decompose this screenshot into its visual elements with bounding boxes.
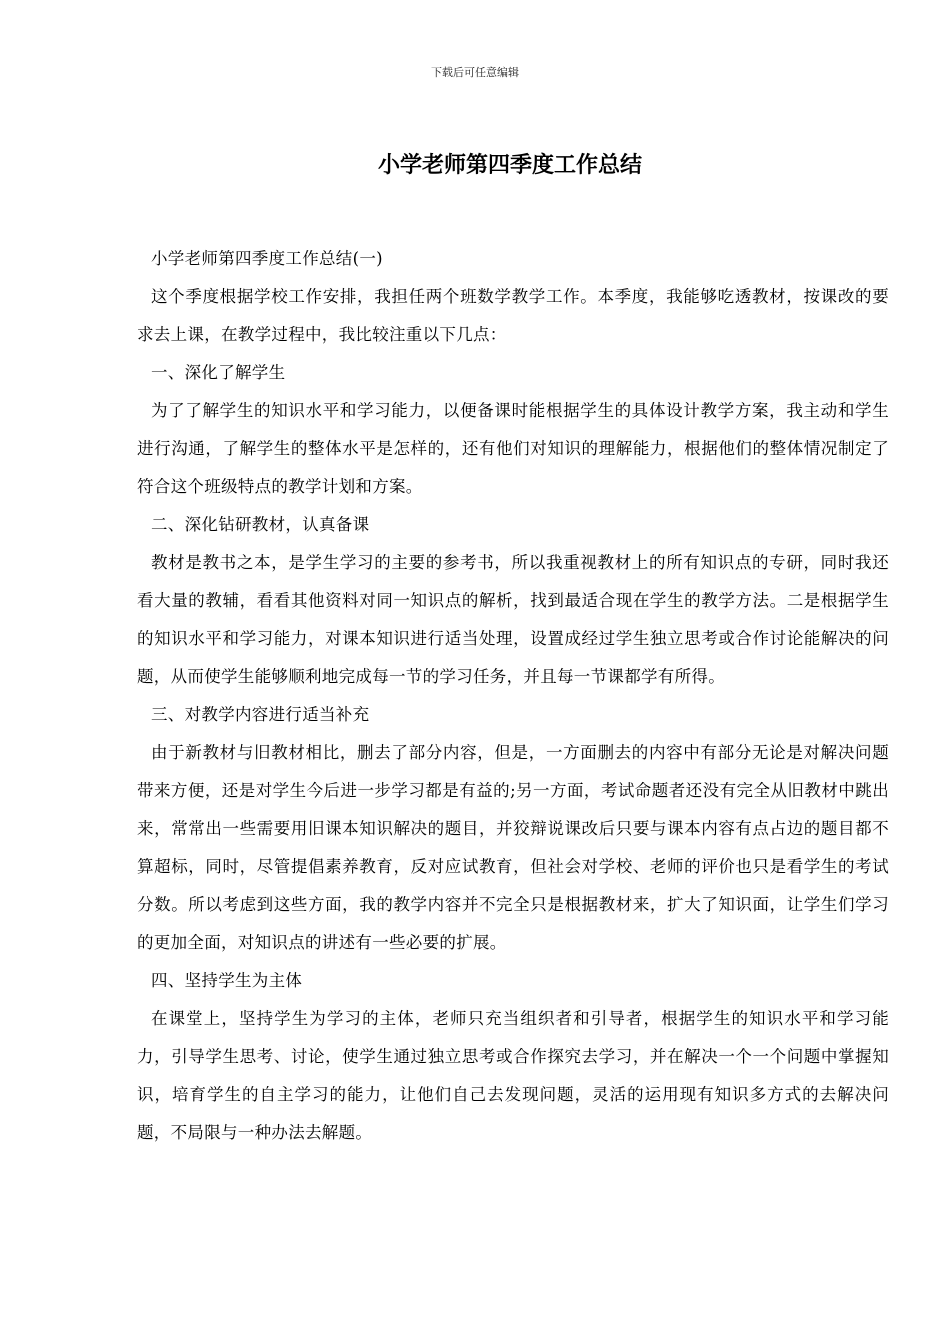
section-heading-1: 一、深化了解学生 <box>151 363 286 382</box>
section-heading-3: 三、对教学内容进行适当补充 <box>151 705 370 724</box>
section-paragraph-4: 在课堂上，坚持学生为学习的主体，老师只充当组织者和引导者，根据学生的知识水平和学习能力，引导学生思考、讨论，使学生通过独立思考或合作探究去学习，并在解决一个一个问题中掌握知识，培育学生的自主学习的能力，让他们自己去发现问题，灵活的运用现有知识多方式的去解决问题，不局限与一种办法去解题。 <box>137 1009 889 1142</box>
section-heading-2: 二、深化钻研教材，认真备课 <box>151 515 370 534</box>
section-subtitle: 小学老师第四季度工作总结(一) <box>151 249 383 268</box>
document-title: 小学老师第四季度工作总结 <box>377 152 642 178</box>
section-heading-4: 四、坚持学生为主体 <box>151 971 303 990</box>
header-note: 下载后可任意编辑 <box>431 66 519 79</box>
section-paragraph-2: 教材是教书之本，是学生学习的主要的参考书，所以我重视教材上的所有知识点的专研，同时我还看大量的教辅，看看其他资料对同一知识点的解析，找到最适合现在学生的教学方法。二是根据学生的知识水平和学习能力，对课本知识进行适当处理，设置成经过学生独立思考或合作讨论能解决的问题，从而使学生能够顺利地完成每一节的学习任务，并且每一节课都学有所得。 <box>137 553 889 686</box>
section-paragraph-3: 由于新教材与旧教材相比，删去了部分内容，但是，一方面删去的内容中有部分无论是对解决问题带来方便，还是对学生今后进一步学习都是有益的;另一方面，考试命题者还没有完全从旧教材中跳出来，常常出一些需要用旧课本知识解决的题目，并狡辩说课改后只要与课本内容有点占边的题目都不算超标，同时，尽管提倡素养教育，反对应试教育，但社会对学校、老师的评价也只是看学生的考试分数。所以考虑到这些方面，我的教学内容并不完全只是根据教材来，扩大了知识面，让学生们学习的更加全面，对知识点的讲述有一些必要的扩展。 <box>137 743 889 952</box>
intro-paragraph: 这个季度根据学校工作安排，我担任两个班数学教学工作。本季度，我能够吃透教材，按课改的要求去上课，在教学过程中，我比较注重以下几点： <box>137 287 889 344</box>
document-body <box>137 240 889 1152</box>
section-paragraph-1: 为了了解学生的知识水平和学习能力，以便备课时能根据学生的具体设计教学方案，我主动和学生进行沟通，了解学生的整体水平是怎样的，还有他们对知识的理解能力，根据他们的整体情况制定了符合这个班级特点的教学计划和方案。 <box>137 401 889 496</box>
